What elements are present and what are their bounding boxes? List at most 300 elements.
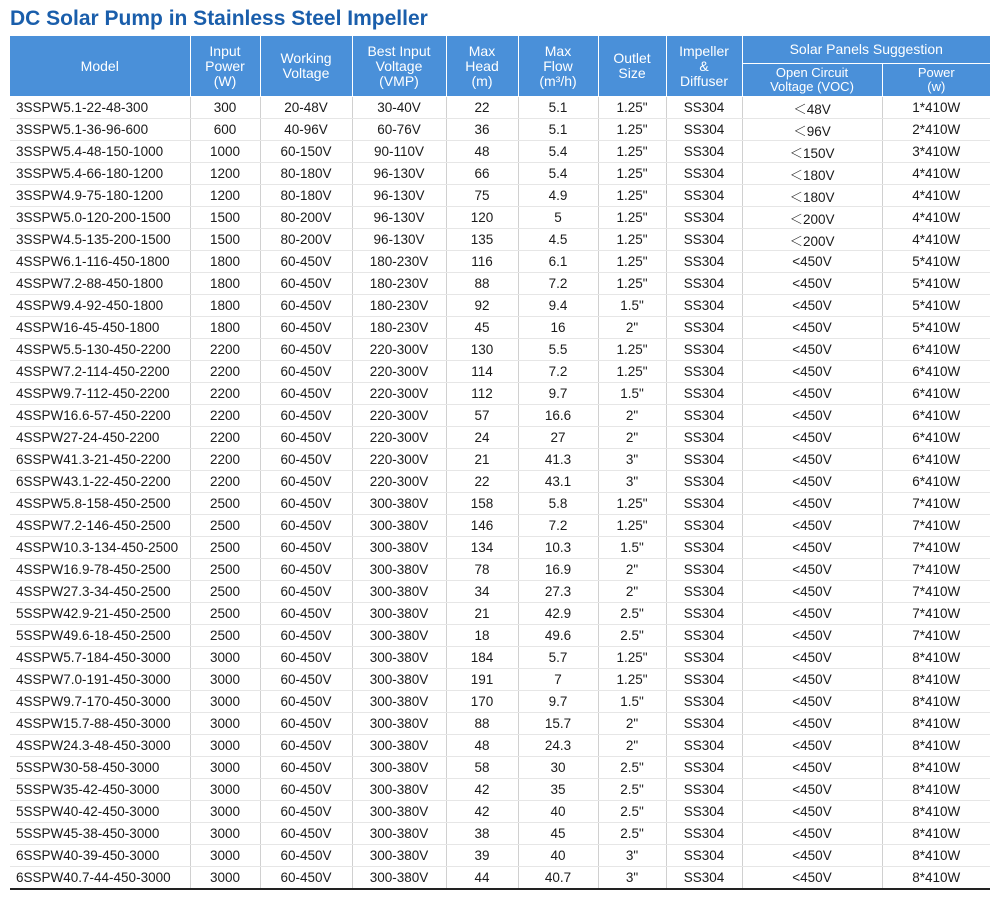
cell-max-flow: 4.5 bbox=[518, 229, 598, 251]
cell-input-power: 3000 bbox=[190, 647, 260, 669]
table-row bbox=[10, 735, 990, 757]
cell-impeller-diffuser: SS304 bbox=[666, 537, 742, 559]
cell-open-circuit-voltage: <450V bbox=[742, 867, 882, 890]
cell-open-circuit-voltage: <450V bbox=[742, 251, 882, 273]
table-row bbox=[10, 119, 990, 141]
cell-outlet-size: 3" bbox=[598, 845, 666, 867]
cell-panel-power: 6*410W bbox=[882, 339, 990, 361]
cell-max-flow: 24.3 bbox=[518, 735, 598, 757]
cell-model: 6SSPW40-39-450-3000 bbox=[10, 845, 190, 867]
cell-max-head: 135 bbox=[446, 229, 518, 251]
cell-input-power: 3000 bbox=[190, 867, 260, 890]
cell-model: 4SSPW7.2-114-450-2200 bbox=[10, 361, 190, 383]
cell-input-power: 3000 bbox=[190, 669, 260, 691]
cell-outlet-size: 1.25" bbox=[598, 185, 666, 207]
cell-panel-power: 7*410W bbox=[882, 625, 990, 647]
table-row bbox=[10, 845, 990, 867]
cell-best-input-voltage: 300-380V bbox=[352, 493, 446, 515]
cell-best-input-voltage: 300-380V bbox=[352, 691, 446, 713]
cell-best-input-voltage: 220-300V bbox=[352, 405, 446, 427]
cell-outlet-size: 1.25" bbox=[598, 273, 666, 295]
cell-max-flow: 27.3 bbox=[518, 581, 598, 603]
cell-panel-power: 8*410W bbox=[882, 823, 990, 845]
cell-panel-power: 7*410W bbox=[882, 603, 990, 625]
cell-input-power: 1800 bbox=[190, 317, 260, 339]
cell-max-flow: 16.6 bbox=[518, 405, 598, 427]
cell-panel-power: 6*410W bbox=[882, 361, 990, 383]
table-row bbox=[10, 515, 990, 537]
table-row bbox=[10, 713, 990, 735]
cell-working-voltage: 60-450V bbox=[260, 845, 352, 867]
cell-impeller-diffuser: SS304 bbox=[666, 647, 742, 669]
cell-working-voltage: 60-450V bbox=[260, 823, 352, 845]
table-row bbox=[10, 647, 990, 669]
cell-panel-power: 7*410W bbox=[882, 559, 990, 581]
table-row bbox=[10, 559, 990, 581]
cell-panel-power: 5*410W bbox=[882, 251, 990, 273]
cell-outlet-size: 2" bbox=[598, 427, 666, 449]
cell-open-circuit-voltage: <450V bbox=[742, 691, 882, 713]
cell-max-flow: 7.2 bbox=[518, 515, 598, 537]
cell-open-circuit-voltage: <450V bbox=[742, 339, 882, 361]
cell-open-circuit-voltage: <450V bbox=[742, 713, 882, 735]
table-row bbox=[10, 691, 990, 713]
cell-working-voltage: 60-450V bbox=[260, 581, 352, 603]
cell-panel-power: 8*410W bbox=[882, 691, 990, 713]
header-row bbox=[10, 36, 990, 64]
cell-impeller-diffuser: SS304 bbox=[666, 515, 742, 537]
cell-input-power: 2500 bbox=[190, 537, 260, 559]
cell-model: 6SSPW41.3-21-450-2200 bbox=[10, 449, 190, 471]
cell-max-flow: 15.7 bbox=[518, 713, 598, 735]
cell-panel-power: 5*410W bbox=[882, 295, 990, 317]
cell-max-head: 114 bbox=[446, 361, 518, 383]
cell-outlet-size: 1.25" bbox=[598, 163, 666, 185]
cell-model: 3SSPW5.1-36-96-600 bbox=[10, 119, 190, 141]
cell-impeller-diffuser: SS304 bbox=[666, 119, 742, 141]
cell-best-input-voltage: 220-300V bbox=[352, 339, 446, 361]
cell-impeller-diffuser: SS304 bbox=[666, 383, 742, 405]
cell-model: 4SSPW5.8-158-450-2500 bbox=[10, 493, 190, 515]
cell-working-voltage: 80-200V bbox=[260, 229, 352, 251]
cell-working-voltage: 60-450V bbox=[260, 779, 352, 801]
cell-open-circuit-voltage: <450V bbox=[742, 559, 882, 581]
cell-max-flow: 5.1 bbox=[518, 119, 598, 141]
cell-panel-power: 7*410W bbox=[882, 493, 990, 515]
cell-working-voltage: 60-450V bbox=[260, 669, 352, 691]
cell-open-circuit-voltage: <450V bbox=[742, 735, 882, 757]
cell-max-flow: 5.4 bbox=[518, 141, 598, 163]
cell-max-head: 134 bbox=[446, 537, 518, 559]
cell-panel-power: 8*410W bbox=[882, 713, 990, 735]
cell-outlet-size: 2.5" bbox=[598, 823, 666, 845]
table-row bbox=[10, 427, 990, 449]
cell-input-power: 2200 bbox=[190, 427, 260, 449]
table-row bbox=[10, 295, 990, 317]
cell-max-flow: 5 bbox=[518, 207, 598, 229]
cell-outlet-size: 2" bbox=[598, 405, 666, 427]
cell-model: 4SSPW24.3-48-450-3000 bbox=[10, 735, 190, 757]
table-row bbox=[10, 625, 990, 647]
header-impeller-diffuser: Impeller & Diffuser bbox=[666, 36, 742, 97]
cell-outlet-size: 1.25" bbox=[598, 669, 666, 691]
table-row bbox=[10, 493, 990, 515]
cell-working-voltage: 80-180V bbox=[260, 163, 352, 185]
cell-impeller-diffuser: SS304 bbox=[666, 339, 742, 361]
cell-working-voltage: 60-450V bbox=[260, 559, 352, 581]
cell-max-head: 48 bbox=[446, 735, 518, 757]
cell-input-power: 2500 bbox=[190, 603, 260, 625]
cell-panel-power: 8*410W bbox=[882, 779, 990, 801]
cell-model: 4SSPW27-24-450-2200 bbox=[10, 427, 190, 449]
cell-impeller-diffuser: SS304 bbox=[666, 229, 742, 251]
table-row bbox=[10, 449, 990, 471]
cell-input-power: 1200 bbox=[190, 185, 260, 207]
cell-best-input-voltage: 300-380V bbox=[352, 625, 446, 647]
cell-max-head: 57 bbox=[446, 405, 518, 427]
cell-impeller-diffuser: SS304 bbox=[666, 713, 742, 735]
cell-open-circuit-voltage: ＜96V bbox=[742, 119, 882, 141]
cell-panel-power: 3*410W bbox=[882, 141, 990, 163]
cell-impeller-diffuser: SS304 bbox=[666, 625, 742, 647]
cell-model: 5SSPW30-58-450-3000 bbox=[10, 757, 190, 779]
cell-panel-power: 8*410W bbox=[882, 845, 990, 867]
table-row bbox=[10, 471, 990, 493]
cell-impeller-diffuser: SS304 bbox=[666, 691, 742, 713]
cell-outlet-size: 2" bbox=[598, 581, 666, 603]
cell-outlet-size: 3" bbox=[598, 867, 666, 890]
cell-impeller-diffuser: SS304 bbox=[666, 427, 742, 449]
cell-panel-power: 8*410W bbox=[882, 757, 990, 779]
cell-open-circuit-voltage: <450V bbox=[742, 361, 882, 383]
cell-working-voltage: 60-450V bbox=[260, 713, 352, 735]
cell-max-flow: 6.1 bbox=[518, 251, 598, 273]
cell-panel-power: 4*410W bbox=[882, 207, 990, 229]
cell-panel-power: 4*410W bbox=[882, 229, 990, 251]
cell-outlet-size: 1.25" bbox=[598, 229, 666, 251]
cell-model: 4SSPW16-45-450-1800 bbox=[10, 317, 190, 339]
cell-input-power: 2500 bbox=[190, 625, 260, 647]
table-body bbox=[10, 97, 990, 890]
cell-impeller-diffuser: SS304 bbox=[666, 581, 742, 603]
cell-max-flow: 7 bbox=[518, 669, 598, 691]
cell-max-head: 42 bbox=[446, 779, 518, 801]
cell-impeller-diffuser: SS304 bbox=[666, 801, 742, 823]
cell-outlet-size: 2.5" bbox=[598, 801, 666, 823]
cell-working-voltage: 60-450V bbox=[260, 691, 352, 713]
cell-input-power: 2200 bbox=[190, 361, 260, 383]
cell-max-head: 158 bbox=[446, 493, 518, 515]
cell-working-voltage: 40-96V bbox=[260, 119, 352, 141]
cell-best-input-voltage: 300-380V bbox=[352, 713, 446, 735]
cell-input-power: 3000 bbox=[190, 691, 260, 713]
cell-working-voltage: 60-450V bbox=[260, 449, 352, 471]
cell-input-power: 2500 bbox=[190, 515, 260, 537]
cell-max-head: 24 bbox=[446, 427, 518, 449]
cell-model: 4SSPW10.3-134-450-2500 bbox=[10, 537, 190, 559]
cell-input-power: 3000 bbox=[190, 735, 260, 757]
table-row bbox=[10, 823, 990, 845]
cell-input-power: 2500 bbox=[190, 559, 260, 581]
cell-open-circuit-voltage: <450V bbox=[742, 317, 882, 339]
cell-model: 4SSPW15.7-88-450-3000 bbox=[10, 713, 190, 735]
cell-working-voltage: 60-450V bbox=[260, 251, 352, 273]
cell-input-power: 600 bbox=[190, 119, 260, 141]
cell-open-circuit-voltage: <450V bbox=[742, 669, 882, 691]
cell-working-voltage: 60-450V bbox=[260, 295, 352, 317]
cell-outlet-size: 1.25" bbox=[598, 207, 666, 229]
cell-input-power: 2200 bbox=[190, 339, 260, 361]
cell-input-power: 2500 bbox=[190, 581, 260, 603]
cell-max-flow: 41.3 bbox=[518, 449, 598, 471]
cell-working-voltage: 60-450V bbox=[260, 801, 352, 823]
cell-max-flow: 9.4 bbox=[518, 295, 598, 317]
cell-model: 3SSPW5.4-66-180-1200 bbox=[10, 163, 190, 185]
cell-max-flow: 16 bbox=[518, 317, 598, 339]
cell-outlet-size: 2.5" bbox=[598, 779, 666, 801]
header-max-head: Max Head (m) bbox=[446, 36, 518, 97]
header-working-voltage: Working Voltage bbox=[260, 36, 352, 97]
cell-panel-power: 6*410W bbox=[882, 383, 990, 405]
table-row bbox=[10, 207, 990, 229]
cell-working-voltage: 60-450V bbox=[260, 273, 352, 295]
cell-max-head: 48 bbox=[446, 141, 518, 163]
cell-input-power: 2200 bbox=[190, 471, 260, 493]
cell-working-voltage: 60-450V bbox=[260, 603, 352, 625]
cell-max-head: 39 bbox=[446, 845, 518, 867]
cell-model: 4SSPW9.7-112-450-2200 bbox=[10, 383, 190, 405]
cell-best-input-voltage: 300-380V bbox=[352, 537, 446, 559]
table-row bbox=[10, 801, 990, 823]
table-row bbox=[10, 163, 990, 185]
cell-input-power: 2200 bbox=[190, 405, 260, 427]
cell-max-head: 21 bbox=[446, 603, 518, 625]
cell-open-circuit-voltage: <450V bbox=[742, 603, 882, 625]
cell-max-flow: 4.9 bbox=[518, 185, 598, 207]
cell-working-voltage: 60-450V bbox=[260, 735, 352, 757]
header-outlet-size: Outlet Size bbox=[598, 36, 666, 97]
cell-best-input-voltage: 96-130V bbox=[352, 229, 446, 251]
cell-max-head: 88 bbox=[446, 273, 518, 295]
cell-panel-power: 1*410W bbox=[882, 97, 990, 119]
cell-impeller-diffuser: SS304 bbox=[666, 449, 742, 471]
cell-best-input-voltage: 96-130V bbox=[352, 207, 446, 229]
cell-impeller-diffuser: SS304 bbox=[666, 845, 742, 867]
cell-model: 3SSPW4.5-135-200-1500 bbox=[10, 229, 190, 251]
cell-max-flow: 30 bbox=[518, 757, 598, 779]
cell-input-power: 3000 bbox=[190, 823, 260, 845]
cell-working-voltage: 60-450V bbox=[260, 471, 352, 493]
cell-open-circuit-voltage: <450V bbox=[742, 383, 882, 405]
cell-input-power: 1500 bbox=[190, 207, 260, 229]
cell-max-head: 88 bbox=[446, 713, 518, 735]
cell-best-input-voltage: 300-380V bbox=[352, 735, 446, 757]
table-row bbox=[10, 273, 990, 295]
cell-max-head: 184 bbox=[446, 647, 518, 669]
cell-outlet-size: 2" bbox=[598, 713, 666, 735]
cell-best-input-voltage: 300-380V bbox=[352, 867, 446, 890]
cell-model: 5SSPW42.9-21-450-2500 bbox=[10, 603, 190, 625]
cell-outlet-size: 1.25" bbox=[598, 361, 666, 383]
cell-best-input-voltage: 180-230V bbox=[352, 251, 446, 273]
cell-outlet-size: 2.5" bbox=[598, 757, 666, 779]
cell-best-input-voltage: 30-40V bbox=[352, 97, 446, 119]
cell-open-circuit-voltage: <450V bbox=[742, 647, 882, 669]
cell-impeller-diffuser: SS304 bbox=[666, 251, 742, 273]
cell-best-input-voltage: 300-380V bbox=[352, 823, 446, 845]
header-solar-panels-suggestion: Solar Panels Suggestion bbox=[742, 36, 990, 64]
cell-outlet-size: 1.25" bbox=[598, 515, 666, 537]
cell-max-head: 38 bbox=[446, 823, 518, 845]
cell-impeller-diffuser: SS304 bbox=[666, 361, 742, 383]
cell-outlet-size: 1.5" bbox=[598, 691, 666, 713]
cell-input-power: 1800 bbox=[190, 273, 260, 295]
cell-outlet-size: 1.5" bbox=[598, 383, 666, 405]
cell-best-input-voltage: 180-230V bbox=[352, 317, 446, 339]
cell-open-circuit-voltage: <450V bbox=[742, 471, 882, 493]
table-row bbox=[10, 383, 990, 405]
cell-model: 4SSPW27.3-34-450-2500 bbox=[10, 581, 190, 603]
cell-max-head: 130 bbox=[446, 339, 518, 361]
cell-max-head: 92 bbox=[446, 295, 518, 317]
cell-open-circuit-voltage: ＜150V bbox=[742, 141, 882, 163]
table-row bbox=[10, 339, 990, 361]
cell-best-input-voltage: 300-380V bbox=[352, 581, 446, 603]
cell-max-flow: 49.6 bbox=[518, 625, 598, 647]
cell-max-flow: 42.9 bbox=[518, 603, 598, 625]
cell-max-flow: 40 bbox=[518, 845, 598, 867]
cell-working-voltage: 60-450V bbox=[260, 625, 352, 647]
cell-outlet-size: 1.25" bbox=[598, 251, 666, 273]
cell-max-flow: 27 bbox=[518, 427, 598, 449]
cell-max-head: 66 bbox=[446, 163, 518, 185]
table-row bbox=[10, 669, 990, 691]
cell-working-voltage: 60-450V bbox=[260, 515, 352, 537]
cell-model: 4SSPW7.2-146-450-2500 bbox=[10, 515, 190, 537]
cell-best-input-voltage: 300-380V bbox=[352, 559, 446, 581]
cell-max-flow: 7.2 bbox=[518, 273, 598, 295]
cell-best-input-voltage: 180-230V bbox=[352, 295, 446, 317]
cell-best-input-voltage: 300-380V bbox=[352, 603, 446, 625]
cell-max-flow: 5.7 bbox=[518, 647, 598, 669]
cell-working-voltage: 60-450V bbox=[260, 867, 352, 890]
cell-panel-power: 4*410W bbox=[882, 163, 990, 185]
header-input-power: Input Power (W) bbox=[190, 36, 260, 97]
table-row bbox=[10, 867, 990, 890]
cell-max-head: 34 bbox=[446, 581, 518, 603]
cell-impeller-diffuser: SS304 bbox=[666, 317, 742, 339]
cell-panel-power: 6*410W bbox=[882, 449, 990, 471]
cell-panel-power: 8*410W bbox=[882, 669, 990, 691]
cell-impeller-diffuser: SS304 bbox=[666, 163, 742, 185]
cell-best-input-voltage: 300-380V bbox=[352, 669, 446, 691]
cell-outlet-size: 2" bbox=[598, 317, 666, 339]
header-max-flow: Max Flow (m³/h) bbox=[518, 36, 598, 97]
cell-max-head: 21 bbox=[446, 449, 518, 471]
table-row bbox=[10, 251, 990, 273]
cell-max-head: 22 bbox=[446, 471, 518, 493]
cell-outlet-size: 1.25" bbox=[598, 97, 666, 119]
cell-panel-power: 7*410W bbox=[882, 515, 990, 537]
cell-max-head: 75 bbox=[446, 185, 518, 207]
cell-working-voltage: 60-450V bbox=[260, 405, 352, 427]
cell-panel-power: 6*410W bbox=[882, 471, 990, 493]
cell-model: 3SSPW4.9-75-180-1200 bbox=[10, 185, 190, 207]
header-open-circuit-voltage: Open Circuit Voltage (VOC) bbox=[742, 64, 882, 97]
table-row bbox=[10, 757, 990, 779]
cell-panel-power: 4*410W bbox=[882, 185, 990, 207]
cell-input-power: 1800 bbox=[190, 295, 260, 317]
cell-max-flow: 5.4 bbox=[518, 163, 598, 185]
cell-best-input-voltage: 300-380V bbox=[352, 515, 446, 537]
cell-max-head: 45 bbox=[446, 317, 518, 339]
cell-model: 5SSPW35-42-450-3000 bbox=[10, 779, 190, 801]
cell-working-voltage: 20-48V bbox=[260, 97, 352, 119]
cell-max-head: 78 bbox=[446, 559, 518, 581]
cell-open-circuit-voltage: ＜180V bbox=[742, 185, 882, 207]
cell-panel-power: 6*410W bbox=[882, 427, 990, 449]
cell-model: 5SSPW40-42-450-3000 bbox=[10, 801, 190, 823]
cell-max-flow: 5.1 bbox=[518, 97, 598, 119]
cell-panel-power: 2*410W bbox=[882, 119, 990, 141]
cell-impeller-diffuser: SS304 bbox=[666, 559, 742, 581]
table-row bbox=[10, 361, 990, 383]
cell-max-head: 58 bbox=[446, 757, 518, 779]
cell-max-head: 170 bbox=[446, 691, 518, 713]
cell-impeller-diffuser: SS304 bbox=[666, 405, 742, 427]
cell-open-circuit-voltage: ＜48V bbox=[742, 97, 882, 119]
table-row bbox=[10, 537, 990, 559]
cell-working-voltage: 60-450V bbox=[260, 383, 352, 405]
table-row bbox=[10, 603, 990, 625]
cell-max-flow: 43.1 bbox=[518, 471, 598, 493]
cell-outlet-size: 1.5" bbox=[598, 295, 666, 317]
cell-panel-power: 8*410W bbox=[882, 801, 990, 823]
cell-input-power: 300 bbox=[190, 97, 260, 119]
cell-panel-power: 7*410W bbox=[882, 581, 990, 603]
header-best-input-voltage: Best Input Voltage (VMP) bbox=[352, 36, 446, 97]
cell-open-circuit-voltage: <450V bbox=[742, 295, 882, 317]
cell-model: 4SSPW16.9-78-450-2500 bbox=[10, 559, 190, 581]
cell-input-power: 3000 bbox=[190, 757, 260, 779]
cell-input-power: 1000 bbox=[190, 141, 260, 163]
spec-table bbox=[10, 36, 990, 890]
cell-model: 5SSPW49.6-18-450-2500 bbox=[10, 625, 190, 647]
cell-outlet-size: 1.25" bbox=[598, 493, 666, 515]
cell-working-voltage: 60-450V bbox=[260, 757, 352, 779]
cell-open-circuit-voltage: <450V bbox=[742, 625, 882, 647]
cell-input-power: 3000 bbox=[190, 845, 260, 867]
cell-model: 4SSPW9.7-170-450-3000 bbox=[10, 691, 190, 713]
cell-impeller-diffuser: SS304 bbox=[666, 185, 742, 207]
cell-outlet-size: 1.25" bbox=[598, 141, 666, 163]
cell-outlet-size: 2" bbox=[598, 735, 666, 757]
cell-max-flow: 40 bbox=[518, 801, 598, 823]
cell-max-head: 18 bbox=[446, 625, 518, 647]
cell-panel-power: 5*410W bbox=[882, 273, 990, 295]
cell-open-circuit-voltage: <450V bbox=[742, 449, 882, 471]
cell-open-circuit-voltage: <450V bbox=[742, 537, 882, 559]
cell-max-head: 120 bbox=[446, 207, 518, 229]
cell-max-flow: 5.5 bbox=[518, 339, 598, 361]
cell-impeller-diffuser: SS304 bbox=[666, 207, 742, 229]
cell-open-circuit-voltage: <450V bbox=[742, 757, 882, 779]
cell-max-head: 112 bbox=[446, 383, 518, 405]
cell-working-voltage: 60-450V bbox=[260, 361, 352, 383]
cell-open-circuit-voltage: ＜180V bbox=[742, 163, 882, 185]
cell-impeller-diffuser: SS304 bbox=[666, 295, 742, 317]
cell-working-voltage: 60-450V bbox=[260, 339, 352, 361]
